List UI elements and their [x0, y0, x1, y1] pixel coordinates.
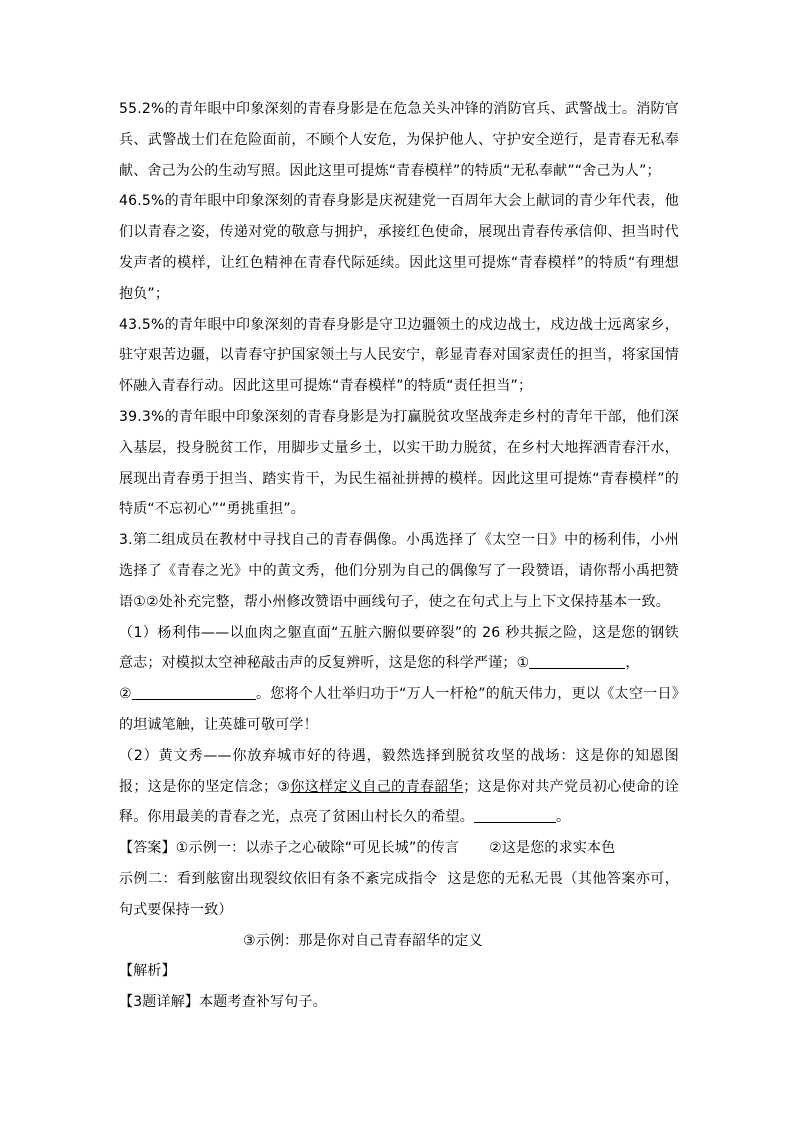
- question-3-prompt: 3.第二组成员在教材中寻找自己的青春偶像。小禹选择了《太空一日》中的杨利伟，小州选择了《青春之光》中的黄文秀，他们分别为自己的偶像写了一段赞语，请你帮小禹把赞语①②处补充完整，帮小州修改赞语中画线句子，使之在句式上与上下文保持基本一致。: [119, 532, 679, 610]
- question-3-item-1: [119, 618, 679, 741]
- question-3-item-2: [119, 741, 679, 833]
- document-page: [119, 94, 679, 1018]
- answer-part-3: ③示例：那是你对自己青春韶华的定义: [243, 932, 483, 949]
- paragraph-poverty-cadres: 39.3%的青年眼中印象深刻的青春身影是为打赢脱贫攻坚战奔走乡村的青年干部，他们深入基层，投身脱贫工作，用脚步丈量乡土，以实干助力脱贫，在乡村大地挥洒青春汗水，展现出青春勇于担当、踏实肯干，为民生福祉拼搏的模样。因此这里可提炼“青春模样”的特质“不忘初心”“勇挑重担”。: [119, 408, 679, 518]
- item-1-text-d: 。您将个人壮举归功于“万人一杆枪”的航天伟力，更以《太空一日》的坦诚笔触，让英雄可敬可学！: [119, 686, 679, 733]
- answer-blank-3: [474, 806, 556, 823]
- paragraph-border-guards: 43.5%的青年眼中印象深刻的青春身影是守卫边疆领土的戍边战士，戍边战士远离家乡，驻守艰苦边疆，以青春守护国家领土与人民安宁，彰显青春对国家责任的担当，将家国情怀融入青春行动。因此这里可提炼“青春模样”的特质“责任担当”；: [119, 316, 679, 395]
- item-2-text-a: （2）黄文秀——你放弃城市好的待遇，毅然选择到脱贫攻坚的战场：这是你的知恩图报；这是你的坚定信念；③: [119, 747, 679, 795]
- answer-part-2: ②这是您的求实本色: [489, 840, 616, 857]
- answer-example-2: 示例二：看到舷窗出现裂纹依旧有条不紊完成指令 这是您的无私无畏（其他答案亦可，句式要保持一致）: [119, 870, 679, 918]
- underlined-sentence: 你这样定义自己的青春韶华: [290, 778, 464, 795]
- analysis-heading: 【解析】: [119, 963, 176, 980]
- item-2-text-c: 。: [556, 809, 571, 826]
- paragraph-party-centenary: 46.5%的青年眼中印象深刻的青春身影是庆祝建党一百周年大会上献词的青少年代表，他们以青春之姿，传递对党的敬意与拥护，承接红色使命，展现出青春传承信仰、担当时代发声者的模样，让红色精神在青春代际延续。因此这里可提炼“青春模样”的特质“有理想抱负”；: [119, 193, 679, 302]
- item-2-text-b: ；这是你对共产党员初心使命的诠释。你用最美的青春之光，点亮了贫困山村长久的希望。: [119, 778, 680, 826]
- item-1-text-b: ，: [625, 655, 640, 672]
- answer-blank-2: [132, 683, 256, 700]
- detailed-explanation: 【3题详解】本题考查补写句子。: [119, 994, 327, 1011]
- answer-line: [119, 833, 679, 864]
- item-1-text-a: （1）杨利伟——以血肉之躯直面“五脏六腑似要碎裂”的 26 秒共振之险，这是您的钢铁意志；对模拟太空神秘敲击声的反复辨听，这是您的科学严谨；①: [119, 624, 679, 672]
- answer-blank-1: [529, 652, 625, 669]
- item-1-text-c: ②: [119, 686, 132, 703]
- answer-part-1: 【答案】①示例一：以赤子之心破除“可见长城”的传言: [119, 840, 460, 857]
- paragraph-firefighters: 55.2%的青年眼中印象深刻的青春身影是在危急关头冲锋的消防官兵、武警战士。消防官兵、武警战士们在危险面前，不顾个人安危，为保护他人、守护安全逆行，是青春无私奉献、舍己为公的生动写照。因此这里可提炼“青春模样”的特质“无私奉献”“舍己为人”；: [119, 101, 679, 179]
